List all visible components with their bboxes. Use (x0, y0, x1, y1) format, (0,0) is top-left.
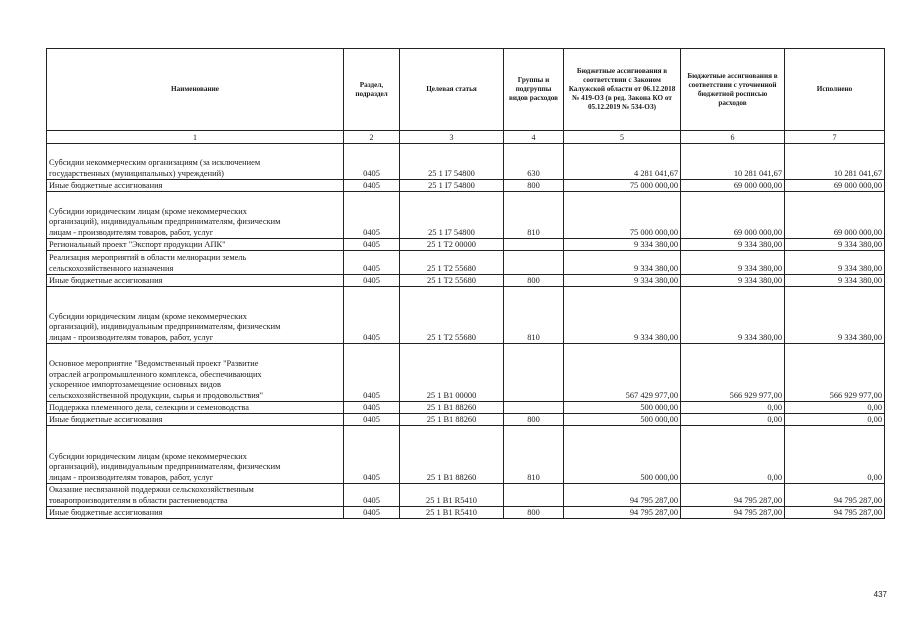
cell-executed: 0,00 (785, 426, 885, 484)
cell-executed: 9 334 380,00 (785, 239, 885, 251)
column-number-row (47, 131, 885, 144)
cell-name: Оказание несвязанной поддержки сельскохозяйственным товаропроизводителям в области растениеводства (47, 484, 344, 507)
cell-executed: 69 000 000,00 (785, 180, 885, 192)
cell-budget: 567 429 977,00 (564, 344, 681, 402)
cell-refined: 0,00 (681, 426, 785, 484)
cell-budget: 75 000 000,00 (564, 180, 681, 192)
column-number: 6 (681, 131, 785, 144)
cell-article: 25 1 B1 R5410 (400, 484, 504, 507)
header-name: Наименование (47, 49, 344, 131)
cell-group: 800 (504, 180, 564, 192)
cell-name: Региональный проект "Экспорт продукции АПК" (47, 239, 344, 251)
cell-executed: 94 795 287,00 (785, 507, 885, 519)
cell-section: 0405 (344, 507, 400, 519)
cell-group: 630 (504, 144, 564, 180)
column-number: 5 (564, 131, 681, 144)
cell-group: 810 (504, 426, 564, 484)
cell-section: 0405 (344, 484, 400, 507)
cell-budget: 9 334 380,00 (564, 239, 681, 251)
cell-group (504, 402, 564, 414)
cell-name: Иные бюджетные ассигнования (47, 414, 344, 426)
cell-budget: 500 000,00 (564, 414, 681, 426)
cell-refined: 0,00 (681, 414, 785, 426)
cell-executed: 94 795 287,00 (785, 484, 885, 507)
cell-article: 25 1 T2 00000 (400, 239, 504, 251)
cell-refined: 9 334 380,00 (681, 251, 785, 275)
table-row (47, 287, 885, 344)
cell-section: 0405 (344, 414, 400, 426)
header-budget-law: Бюджетные ассигнования в соответствии с Законом Калужской области от 06.12.2018 № 419-ОЗ (в ред. Закона КО от 05.12.2019 № 534-ОЗ) (564, 49, 681, 131)
cell-budget: 9 334 380,00 (564, 251, 681, 275)
budget-execution-table (46, 48, 885, 519)
cell-name: Реализация мероприятий в области мелиорации земель сельскохозяйственного назначения (47, 251, 344, 275)
cell-group: 810 (504, 287, 564, 344)
cell-executed: 10 281 041,67 (785, 144, 885, 180)
cell-name: Субсидии юридическим лицам (кроме некоммерческих организаций), индивидуальным предпринимателям, физическим лицам - производителям товаров, работ, услуг (47, 287, 344, 344)
cell-name: Субсидии некоммерческим организациям (за исключением государственных (муниципальных) учреждений) (47, 144, 344, 180)
cell-executed: 9 334 380,00 (785, 287, 885, 344)
cell-section: 0405 (344, 426, 400, 484)
cell-section: 0405 (344, 275, 400, 287)
cell-article: 25 1 I7 54800 (400, 192, 504, 239)
header-expense-group: Группы и подгруппы видов расходов (504, 49, 564, 131)
cell-name: Иные бюджетные ассигнования (47, 275, 344, 287)
cell-section: 0405 (344, 144, 400, 180)
cell-name: Иные бюджетные ассигнования (47, 507, 344, 519)
cell-group (504, 251, 564, 275)
cell-budget: 9 334 380,00 (564, 275, 681, 287)
table-row (47, 507, 885, 519)
cell-group (504, 484, 564, 507)
cell-refined: 9 334 380,00 (681, 239, 785, 251)
column-number: 7 (785, 131, 885, 144)
cell-article: 25 1 B1 88260 (400, 426, 504, 484)
cell-section: 0405 (344, 239, 400, 251)
cell-article: 25 1 B1 88260 (400, 402, 504, 414)
cell-section: 0405 (344, 192, 400, 239)
cell-section: 0405 (344, 180, 400, 192)
cell-article: 25 1 T2 55680 (400, 287, 504, 344)
cell-group: 800 (504, 507, 564, 519)
cell-article: 25 1 B1 00000 (400, 344, 504, 402)
table-row (47, 275, 885, 287)
cell-name: Поддержка племенного дела, селекции и семеноводства (47, 402, 344, 414)
cell-budget: 94 795 287,00 (564, 507, 681, 519)
cell-group: 810 (504, 192, 564, 239)
table-row (47, 344, 885, 402)
cell-budget: 4 281 041,67 (564, 144, 681, 180)
table-row (47, 414, 885, 426)
cell-executed: 0,00 (785, 402, 885, 414)
cell-refined: 0,00 (681, 402, 785, 414)
cell-section: 0405 (344, 402, 400, 414)
cell-group: 800 (504, 414, 564, 426)
header-target-article: Целевая статья (400, 49, 504, 131)
cell-executed: 0,00 (785, 414, 885, 426)
column-number: 2 (344, 131, 400, 144)
cell-article: 25 1 B1 R5410 (400, 507, 504, 519)
table-row (47, 402, 885, 414)
cell-section: 0405 (344, 287, 400, 344)
header-row (47, 49, 885, 131)
cell-article: 25 1 B1 88260 (400, 414, 504, 426)
cell-budget: 9 334 380,00 (564, 287, 681, 344)
cell-executed: 566 929 977,00 (785, 344, 885, 402)
cell-refined: 94 795 287,00 (681, 507, 785, 519)
column-number: 4 (504, 131, 564, 144)
column-number: 1 (47, 131, 344, 144)
cell-refined: 69 000 000,00 (681, 180, 785, 192)
cell-article: 25 1 I7 54800 (400, 180, 504, 192)
cell-executed: 9 334 380,00 (785, 275, 885, 287)
cell-article: 25 1 T2 55680 (400, 251, 504, 275)
cell-executed: 9 334 380,00 (785, 251, 885, 275)
cell-article: 25 1 T2 55680 (400, 275, 504, 287)
cell-refined: 69 000 000,00 (681, 192, 785, 239)
table-row (47, 180, 885, 192)
cell-group: 800 (504, 275, 564, 287)
cell-budget: 500 000,00 (564, 426, 681, 484)
cell-refined: 94 795 287,00 (681, 484, 785, 507)
cell-name: Иные бюджетные ассигнования (47, 180, 344, 192)
cell-name: Субсидии юридическим лицам (кроме некоммерческих организаций), индивидуальным предпринимателям, физическим лицам - производителям товаров, работ, услуг (47, 426, 344, 484)
cell-refined: 9 334 380,00 (681, 275, 785, 287)
header-section: Раздел, подраздел (344, 49, 400, 131)
cell-refined: 566 929 977,00 (681, 344, 785, 402)
table-row (47, 239, 885, 251)
cell-budget: 94 795 287,00 (564, 484, 681, 507)
cell-group (504, 239, 564, 251)
cell-name: Основное мероприятие "Ведомственный проект "Развитие отраслей агропромышленного комплекса, обеспечивающих ускоренное импортозамещение основных видов сельскохозяйственной продукции, сырья и продовольствия" (47, 344, 344, 402)
table-row (47, 144, 885, 180)
cell-budget: 500 000,00 (564, 402, 681, 414)
page-number: 437 (873, 590, 887, 599)
cell-refined: 9 334 380,00 (681, 287, 785, 344)
cell-budget: 75 000 000,00 (564, 192, 681, 239)
cell-section: 0405 (344, 344, 400, 402)
table-body (47, 144, 885, 519)
table-row (47, 484, 885, 507)
cell-executed: 69 000 000,00 (785, 192, 885, 239)
cell-name: Субсидии юридическим лицам (кроме некоммерческих организаций), индивидуальным предпринимателям, физическим лицам - производителям товаров, работ, услуг (47, 192, 344, 239)
header-budget-refined: Бюджетные ассигнования в соответствии с уточненной бюджетной росписью расходов (681, 49, 785, 131)
table-row (47, 426, 885, 484)
cell-article: 25 1 I7 54800 (400, 144, 504, 180)
cell-group (504, 344, 564, 402)
column-number: 3 (400, 131, 504, 144)
header-executed: Исполнено (785, 49, 885, 131)
cell-refined: 10 281 041,67 (681, 144, 785, 180)
table-row (47, 251, 885, 275)
cell-section: 0405 (344, 251, 400, 275)
table-row (47, 192, 885, 239)
